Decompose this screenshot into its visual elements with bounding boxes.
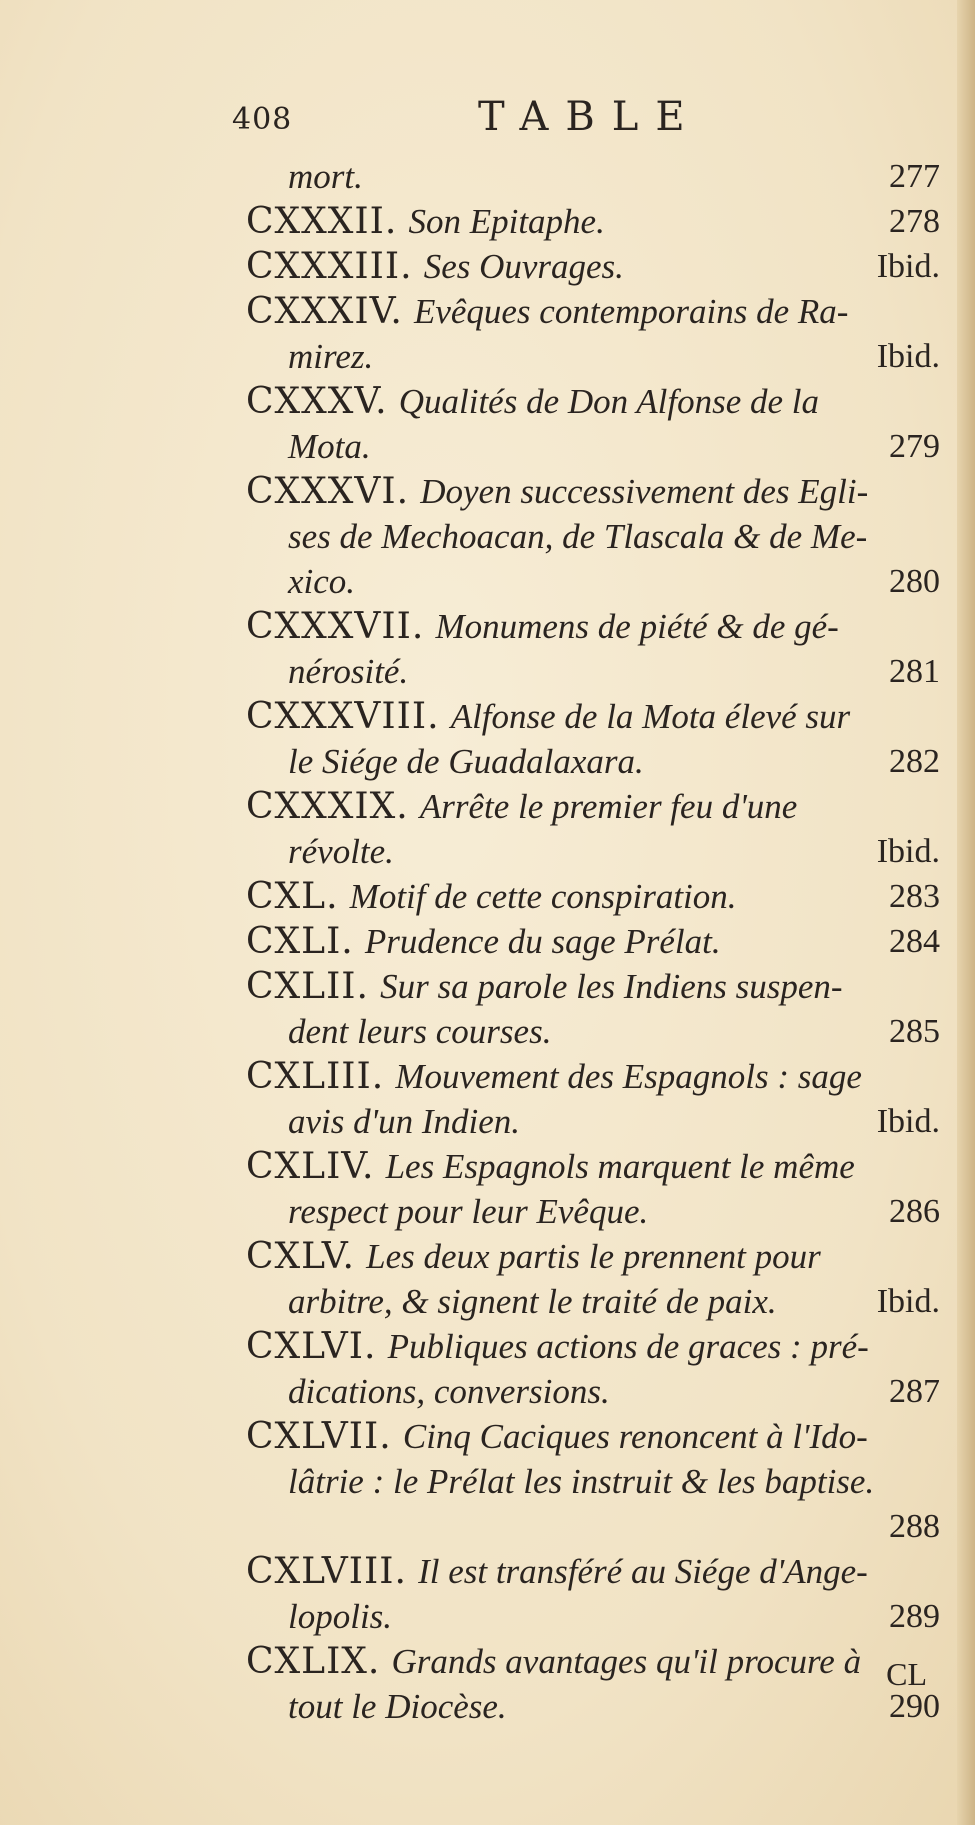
page-reference: 280 bbox=[889, 563, 940, 600]
page-reference: 290 bbox=[889, 1688, 940, 1725]
chapter-number: CXXXVII. bbox=[246, 606, 425, 647]
toc-entry-line bbox=[246, 1054, 940, 1099]
toc-entry-line bbox=[246, 1009, 940, 1054]
chapter-title: avis d'un Indien. bbox=[288, 1102, 521, 1141]
chapter-number: CXXXIV. bbox=[246, 291, 403, 332]
toc-entry-line bbox=[246, 469, 940, 514]
chapter-title: Motif de cette conspiration. bbox=[349, 877, 737, 916]
page-reference: 279 bbox=[889, 428, 940, 465]
running-title: TABLE bbox=[478, 94, 702, 140]
toc-entry bbox=[246, 1639, 940, 1729]
chapter-number: CXXXVI. bbox=[246, 471, 410, 512]
chapter-title: Doyen successivement des Egli- bbox=[420, 472, 869, 511]
chapter-title: Alfonse de la Mota élevé sur bbox=[450, 697, 851, 736]
chapter-title: mirez. bbox=[288, 337, 374, 376]
toc-entry-line bbox=[246, 1549, 940, 1594]
page-reference: Ibid. bbox=[876, 338, 940, 375]
toc-entry-line bbox=[246, 694, 940, 739]
toc-entry bbox=[246, 1234, 940, 1324]
chapter-title: Evêques contemporains de Ra- bbox=[413, 292, 849, 331]
page-reference: 284 bbox=[889, 923, 940, 960]
table-of-contents bbox=[246, 154, 940, 1729]
chapter-number: CXXXIII. bbox=[246, 246, 413, 287]
toc-entry bbox=[246, 154, 940, 199]
chapter-title: dications, conversions. bbox=[288, 1372, 610, 1411]
chapter-number: CXLV. bbox=[246, 1236, 355, 1277]
toc-entry bbox=[246, 379, 940, 469]
chapter-title: Grands avantages qu'il procure à bbox=[391, 1642, 862, 1681]
toc-entry-line bbox=[246, 1369, 940, 1414]
chapter-title: Monumens de piété & de gé- bbox=[435, 607, 839, 646]
chapter-title: Prudence du sage Prélat. bbox=[364, 922, 721, 961]
chapter-title: Qualités de Don Alfonse de la bbox=[398, 382, 820, 421]
toc-entry-line bbox=[246, 1279, 940, 1324]
toc-entry-line bbox=[246, 379, 940, 424]
chapter-title: lâtrie : le Prélat les instruit & les baptise. bbox=[288, 1462, 875, 1501]
page-reference: Ibid. bbox=[876, 1103, 940, 1140]
toc-entry-line bbox=[246, 289, 940, 334]
toc-entry bbox=[246, 1549, 940, 1639]
chapter-title: Cinq Caciques renoncent à l'Ido- bbox=[402, 1417, 868, 1456]
page-reference: 278 bbox=[889, 203, 940, 240]
chapter-title: Arrête le premier feu d'une bbox=[419, 787, 798, 826]
toc-entry bbox=[246, 694, 940, 784]
toc-entry-line bbox=[246, 649, 940, 694]
toc-entry-line bbox=[246, 514, 940, 559]
page-reference: Ibid. bbox=[876, 833, 940, 870]
toc-entry-line bbox=[246, 1459, 940, 1504]
toc-entry bbox=[246, 784, 940, 874]
toc-entry bbox=[246, 244, 940, 289]
toc-entry-line bbox=[246, 1099, 940, 1144]
chapter-title: tout le Diocèse. bbox=[288, 1687, 507, 1726]
toc-entry bbox=[246, 964, 940, 1054]
chapter-title: Ses Ouvrages. bbox=[423, 247, 624, 286]
chapter-number: CXLII. bbox=[246, 966, 369, 1007]
page-reference: Ibid. bbox=[876, 1283, 940, 1320]
chapter-number: CXXXII. bbox=[246, 201, 398, 242]
toc-entry-line bbox=[246, 1144, 940, 1189]
toc-entry bbox=[246, 1144, 940, 1234]
chapter-title: nérosité. bbox=[288, 652, 409, 691]
chapter-title: Son Epitaphe. bbox=[408, 202, 605, 241]
catchword: CL bbox=[886, 1656, 927, 1692]
toc-entry-line bbox=[246, 559, 940, 604]
chapter-number: CXLVIII. bbox=[246, 1551, 407, 1592]
chapter-title: Mouvement des Espagnols : sage bbox=[395, 1057, 862, 1096]
toc-entry bbox=[246, 199, 940, 244]
chapter-number: CXXXV. bbox=[246, 381, 388, 422]
toc-entry-line bbox=[246, 244, 940, 289]
page-edge bbox=[957, 0, 975, 1825]
page-reference: Ibid. bbox=[876, 248, 940, 285]
chapter-number: CXLIII. bbox=[246, 1056, 385, 1097]
page-reference: 288 bbox=[889, 1508, 940, 1545]
toc-entry bbox=[246, 469, 940, 604]
chapter-title: révolte. bbox=[288, 832, 394, 871]
page-reference: 286 bbox=[889, 1193, 940, 1230]
toc-entry-line bbox=[246, 1324, 940, 1369]
chapter-title: ses de Mechoacan, de Tlascala & de Me- bbox=[288, 517, 868, 556]
toc-entry bbox=[246, 1054, 940, 1144]
chapter-number: CXLVI. bbox=[246, 1326, 377, 1367]
page-reference: 281 bbox=[889, 653, 940, 690]
page-reference: 282 bbox=[889, 743, 940, 780]
chapter-title: lopolis. bbox=[288, 1597, 393, 1636]
chapter-number: CXXXIX. bbox=[246, 786, 409, 827]
toc-entry-line bbox=[246, 334, 940, 379]
toc-entry-line bbox=[246, 739, 940, 784]
chapter-number: CXLI. bbox=[246, 921, 354, 962]
toc-entry-line bbox=[246, 1504, 940, 1549]
toc-entry bbox=[246, 604, 940, 694]
chapter-title: Mota. bbox=[288, 427, 371, 466]
chapter-number: CXXXVIII. bbox=[246, 696, 440, 737]
chapter-title: Publiques actions de graces : pré- bbox=[387, 1327, 869, 1366]
page-reference: 283 bbox=[889, 878, 940, 915]
toc-entry-line bbox=[246, 604, 940, 649]
chapter-title: Sur sa parole les Indiens suspen- bbox=[380, 967, 843, 1006]
chapter-title: le Siége de Guadalaxara. bbox=[288, 742, 644, 781]
toc-entry-line bbox=[246, 874, 940, 919]
chapter-number: CXLIV. bbox=[246, 1146, 375, 1187]
page-header bbox=[232, 94, 952, 146]
toc-entry-line bbox=[246, 1684, 940, 1729]
chapter-title: Il est transféré au Siége d'Ange- bbox=[418, 1552, 868, 1591]
toc-entry-line bbox=[246, 784, 940, 829]
toc-entry-line bbox=[246, 829, 940, 874]
chapter-title: Les deux partis le prennent pour bbox=[366, 1237, 821, 1276]
page-reference: 287 bbox=[889, 1373, 940, 1410]
chapter-title: dent leurs courses. bbox=[288, 1012, 552, 1051]
toc-entry-line bbox=[246, 424, 940, 469]
chapter-title: xico. bbox=[288, 562, 356, 601]
chapter-number: CXLIX. bbox=[246, 1641, 381, 1682]
chapter-title: arbitre, & signent le traité de paix. bbox=[288, 1282, 777, 1321]
chapter-number: CXLVII. bbox=[246, 1416, 392, 1457]
chapter-number: CXL. bbox=[246, 876, 339, 917]
toc-entry bbox=[246, 1414, 940, 1549]
chapter-title: Les Espagnols marquent le même bbox=[385, 1147, 855, 1186]
toc-entry-line bbox=[246, 1189, 940, 1234]
page-reference: 285 bbox=[889, 1013, 940, 1050]
page-number: 408 bbox=[232, 102, 293, 137]
chapter-title: respect pour leur Evêque. bbox=[288, 1192, 649, 1231]
toc-entry-line bbox=[246, 1414, 940, 1459]
toc-entry-line bbox=[246, 1234, 940, 1279]
toc-entry bbox=[246, 1324, 940, 1414]
toc-entry-line bbox=[246, 964, 940, 1009]
chapter-title: mort. bbox=[288, 157, 363, 196]
toc-entry bbox=[246, 874, 940, 919]
toc-entry bbox=[246, 919, 940, 964]
toc-entry-line bbox=[246, 1639, 940, 1684]
page-reference: 289 bbox=[889, 1598, 940, 1635]
toc-entry-line bbox=[246, 919, 940, 964]
toc-entry bbox=[246, 289, 940, 379]
toc-entry-line bbox=[246, 1594, 940, 1639]
toc-entry-line bbox=[246, 199, 940, 244]
page-reference: 277 bbox=[889, 158, 940, 195]
toc-entry-line bbox=[246, 154, 940, 199]
